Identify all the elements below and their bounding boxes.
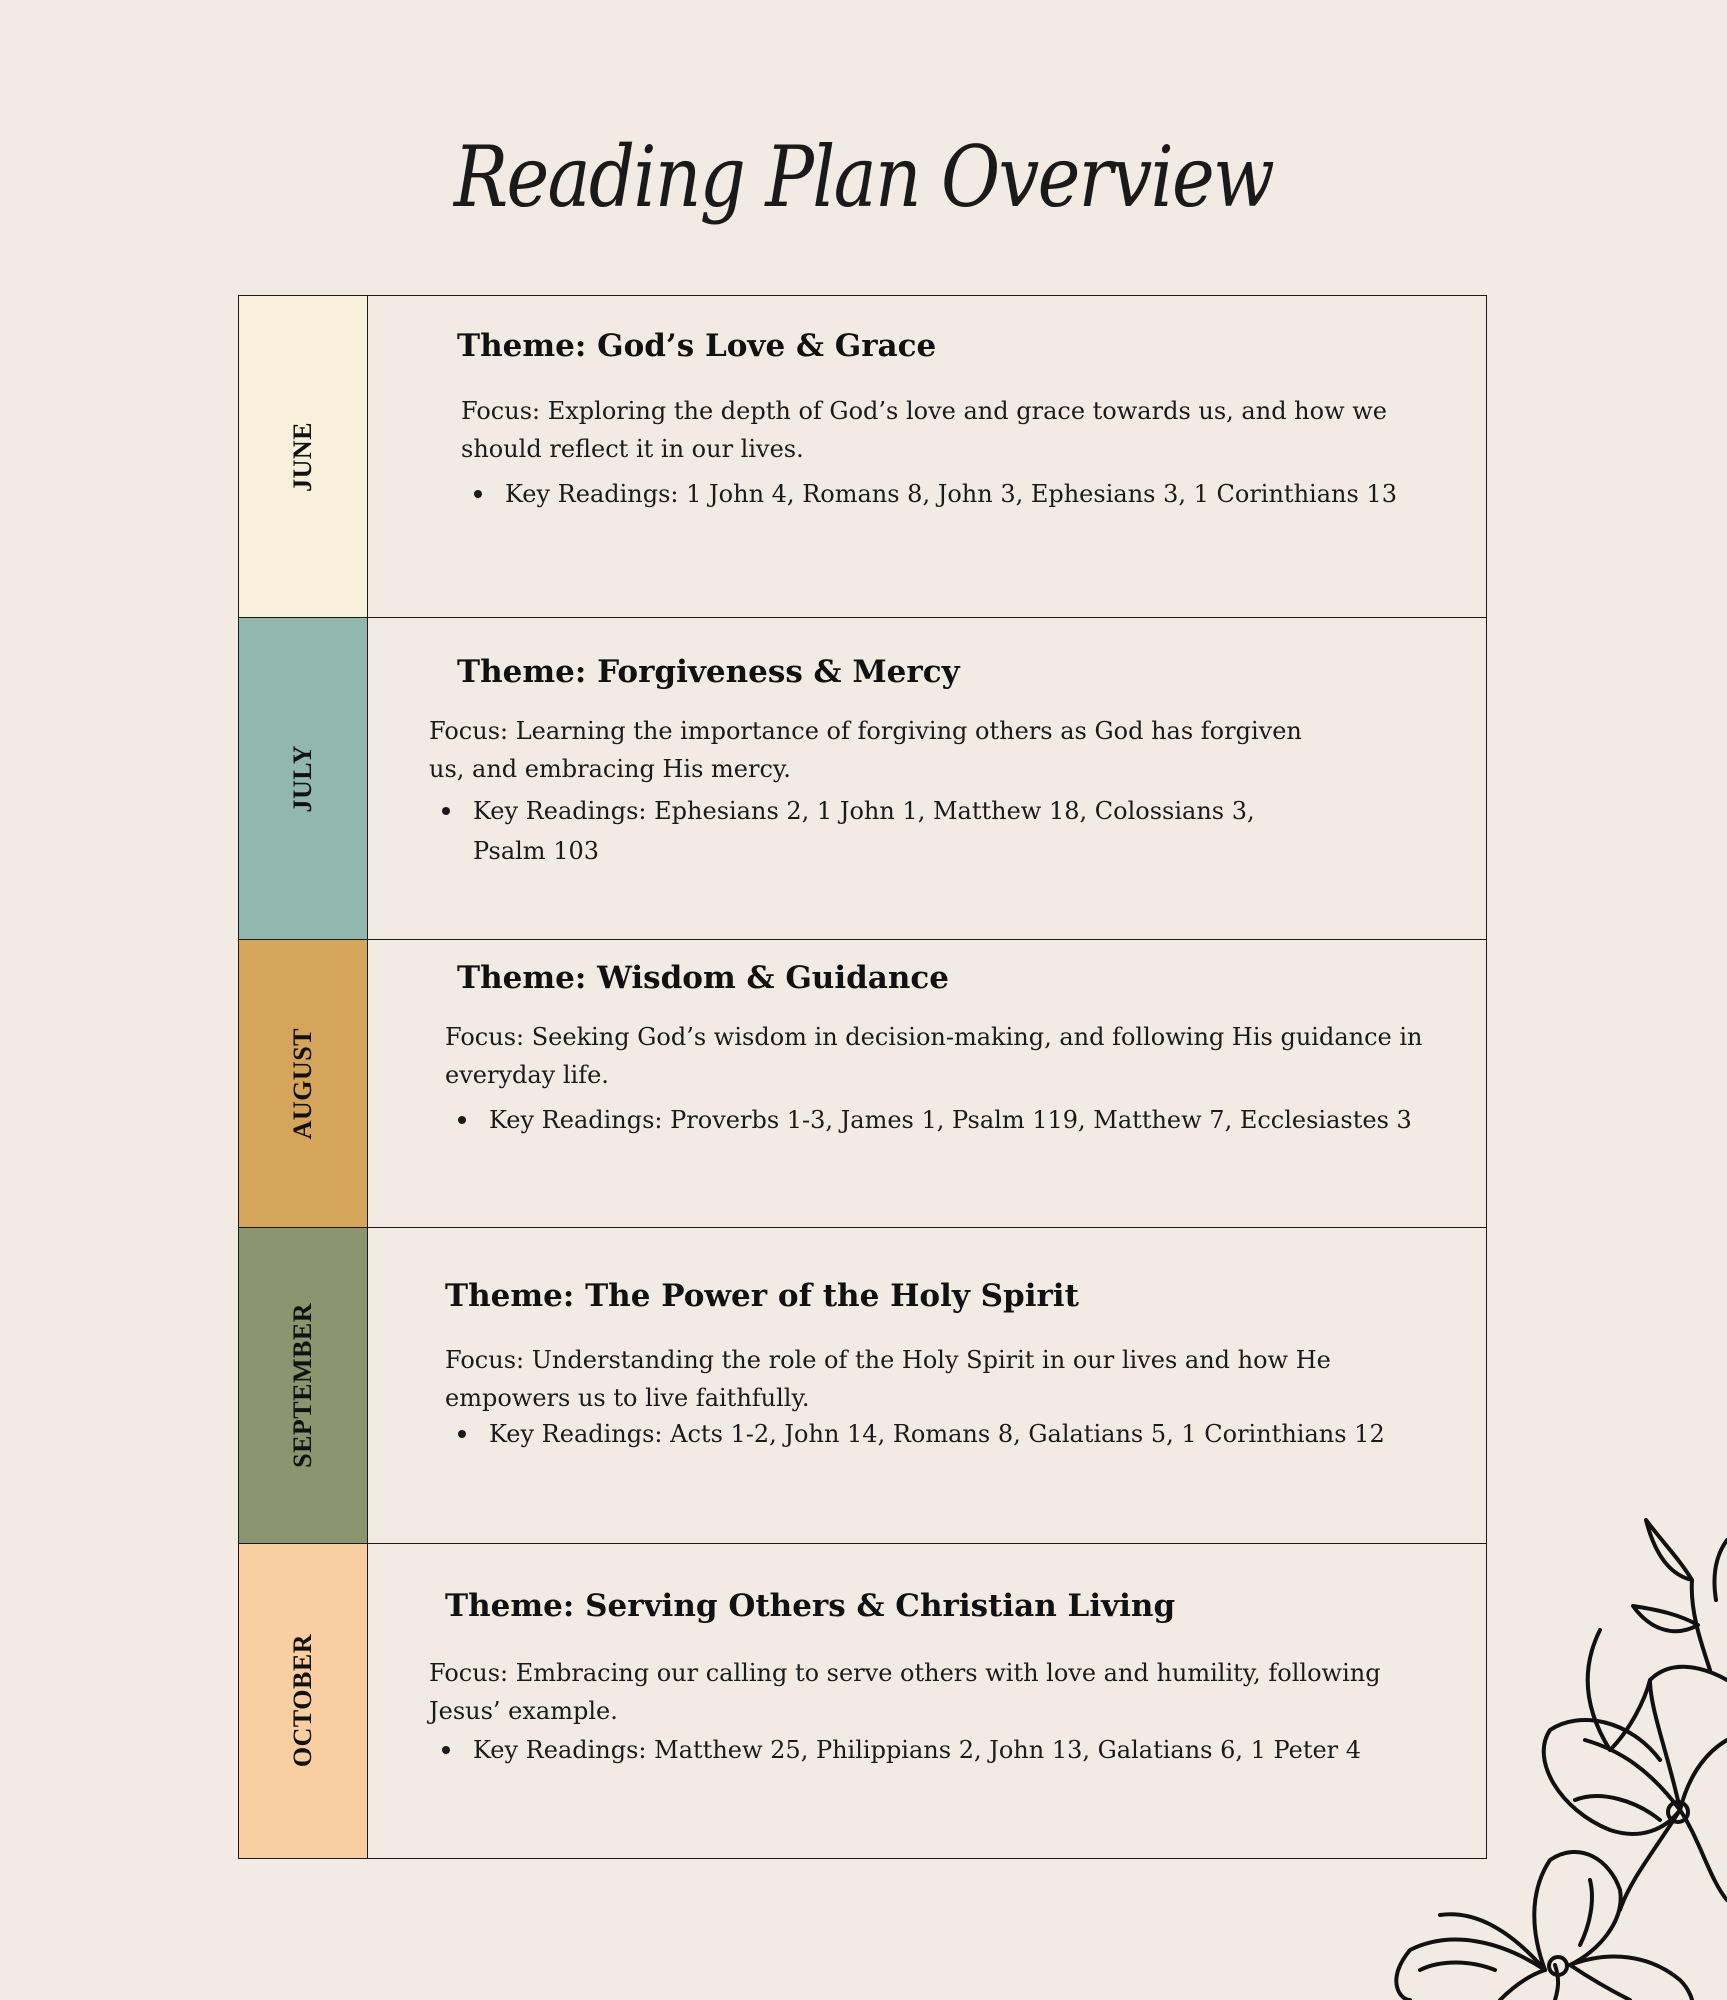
focus-text: Focus: Understanding the role of the Holy Spirit in our lives and how He empowers us to live faithfully. (445, 1346, 1331, 1412)
month-label-august (239, 940, 368, 1227)
theme-heading: Theme: God’s Love & Grace (457, 328, 937, 364)
key-readings-item: Key Readings: Proverbs 1-3, James 1, Psalm 119, Matthew 7, Ecclesiastes 3 (445, 1100, 1489, 1140)
month-name: JUNE (288, 421, 317, 492)
key-readings-item: Key Readings: Ephesians 2, 1 John 1, Matthew 18, Colossians 3, Psalm 103 (429, 791, 1323, 871)
month-row-october (239, 1544, 1486, 1858)
page-title: Reading Plan Overview (453, 128, 1274, 226)
month-name: JULY (288, 744, 317, 813)
month-label-june (239, 296, 368, 617)
month-content (368, 1544, 1486, 1858)
flower-illustration-icon (1380, 1460, 1727, 2000)
theme-heading: Theme: Forgiveness & Mercy (457, 654, 960, 690)
focus-text: Focus: Embracing our calling to serve others with love and humility, following Jesus’ example. (429, 1659, 1381, 1725)
month-label-july (239, 618, 368, 939)
month-name: OCTOBER (288, 1634, 317, 1768)
theme-heading: Theme: Serving Others & Christian Living (445, 1588, 1176, 1624)
month-content (368, 296, 1486, 617)
month-row-august (239, 940, 1486, 1228)
month-label-october (239, 1544, 368, 1858)
month-content (368, 940, 1486, 1227)
month-name: AUGUST (288, 1027, 317, 1140)
month-content (368, 618, 1486, 939)
focus-text: Focus: Learning the importance of forgiving others as God has forgiven us, and embracing His mercy. (429, 717, 1302, 783)
theme-heading: Theme: The Power of the Holy Spirit (445, 1278, 1079, 1314)
key-readings-item: Key Readings: Matthew 25, Philippians 2, John 13, Galatians 6, 1 Peter 4 (429, 1730, 1473, 1770)
focus-text: Focus: Exploring the depth of God’s love and grace towards us, and how we should reflect it in our lives. (461, 397, 1388, 463)
key-readings-item: Key Readings: Acts 1-2, John 14, Romans 8, Galatians 5, 1 Corinthians 12 (445, 1414, 1489, 1454)
month-label-september (239, 1228, 368, 1543)
key-readings-item: Key Readings: 1 John 4, Romans 8, John 3, Ephesians 3, 1 Corinthians 13 (461, 474, 1465, 514)
focus-text: Focus: Seeking God’s wisdom in decision-making, and following His guidance in everyday life. (445, 1023, 1423, 1089)
month-row-july (239, 618, 1486, 940)
month-row-september (239, 1228, 1486, 1544)
month-row-june (239, 296, 1486, 618)
month-name: SEPTEMBER (288, 1303, 317, 1468)
month-content (368, 1228, 1486, 1543)
theme-heading: Theme: Wisdom & Guidance (457, 960, 950, 996)
reading-plan-table (238, 295, 1487, 1859)
